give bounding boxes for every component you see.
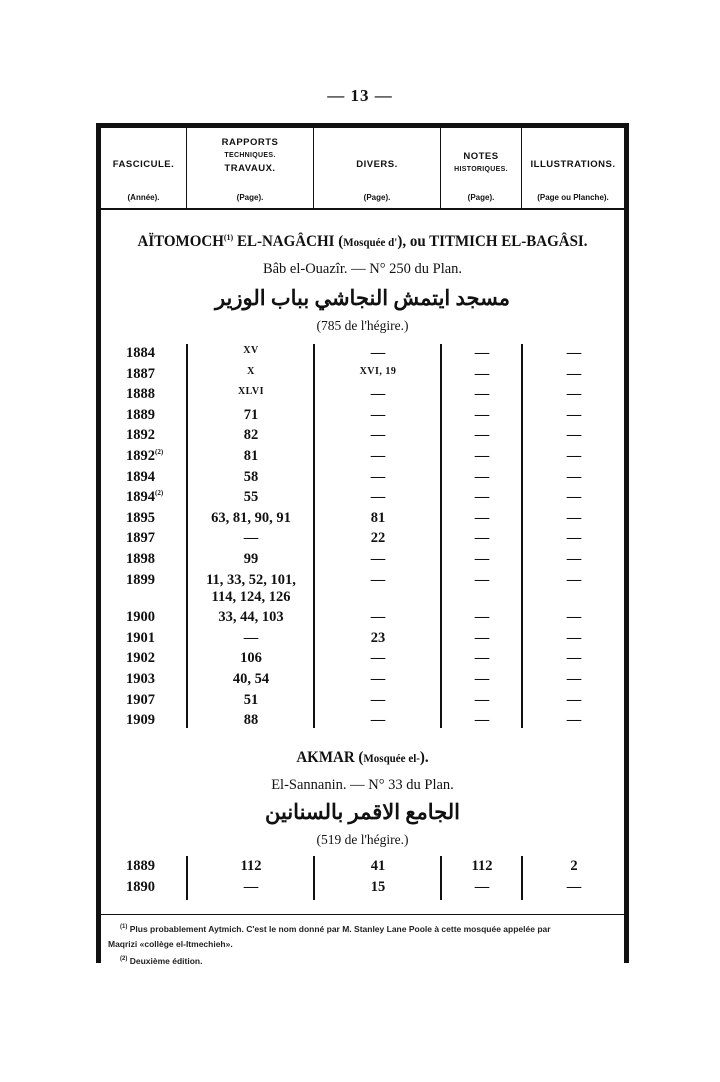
arabic-title: الجامع الاقمر بالسنانين — [265, 800, 460, 824]
title-text: ), ou TITMICH EL-BAGÂSI. — [397, 233, 588, 251]
rapports-value: 40, 54 — [232, 671, 270, 687]
divers-value: — — [370, 448, 386, 464]
rapports-value: 63, 81, 90, 91 — [211, 509, 291, 526]
notes-value: — — [474, 427, 490, 444]
year-cell — [126, 366, 186, 383]
illustrations-value: — — [566, 468, 582, 485]
year-cell — [126, 448, 186, 465]
rapports-value: 81 — [243, 448, 259, 464]
illustrations-cell — [524, 551, 624, 568]
table-frame-top — [96, 123, 629, 128]
table-row — [0, 469, 720, 489]
header-rapports-line2: TECHNIQUES. — [224, 152, 276, 159]
year-value: 1887 — [126, 365, 155, 382]
divers-cell — [316, 427, 440, 444]
footnote-text: Deuxième édition. — [129, 955, 203, 966]
section-title — [101, 750, 624, 768]
divers-value: 23 — [370, 629, 386, 646]
notes-value: — — [474, 406, 490, 423]
divers-value: 22 — [370, 530, 386, 547]
illustrations-cell — [524, 712, 624, 729]
hegire-date: (785 de l'hégire.) — [316, 318, 409, 333]
table-row — [0, 530, 720, 550]
rapports-cell — [190, 671, 312, 688]
year-cell — [126, 489, 186, 506]
header-illustrations-unit: (Page ou Planche). — [537, 193, 609, 202]
header-notes — [441, 130, 521, 206]
rapports-value: 71 — [243, 406, 259, 423]
illustrations-cell — [524, 609, 624, 626]
notes-cell — [444, 366, 520, 383]
illustrations-value: — — [566, 650, 582, 667]
illustrations-value: — — [566, 345, 582, 361]
rapports-cell — [190, 510, 312, 527]
divers-value: — — [370, 345, 386, 361]
divers-cell — [316, 469, 440, 486]
divers-cell — [316, 366, 440, 377]
notes-value: — — [474, 448, 490, 464]
notes-value: — — [474, 530, 490, 547]
divers-cell — [316, 448, 440, 465]
divers-cell — [316, 345, 440, 362]
year-cell — [126, 692, 186, 709]
year-value: 1899 — [126, 571, 155, 588]
header-divers-unit: (Page). — [363, 193, 391, 202]
header-notes-line1: NOTES — [463, 151, 499, 162]
illustrations-cell — [524, 650, 624, 667]
rapports-cell — [190, 692, 312, 709]
page-number: — 13 — — [327, 86, 393, 105]
rapports-cell — [190, 407, 312, 424]
divers-cell — [316, 671, 440, 688]
notes-cell — [444, 530, 520, 547]
header-illustrations — [522, 130, 624, 206]
rapports-cell — [190, 879, 312, 896]
table-row — [0, 345, 720, 365]
illustrations-value: — — [566, 671, 582, 687]
illustrations-cell — [524, 572, 624, 589]
header-rapports-line1: RAPPORTS — [221, 137, 279, 148]
year-value: 1895 — [126, 509, 155, 526]
notes-value: — — [474, 629, 490, 646]
notes-cell — [444, 630, 520, 647]
divers-value: — — [370, 427, 386, 444]
monument-type: Mosquée d' — [343, 236, 398, 250]
divers-cell — [316, 879, 440, 896]
header-fascicule-unit: (Année). — [127, 193, 160, 202]
notes-cell — [444, 551, 520, 568]
divers-value: — — [370, 609, 386, 626]
year-value: 1903 — [126, 671, 155, 687]
year-cell — [126, 858, 186, 875]
rapports-value: 114, 124, 126 — [211, 588, 291, 605]
divers-cell — [316, 858, 440, 875]
year-cell — [126, 345, 186, 362]
illustrations-value: — — [566, 571, 582, 588]
table-row — [0, 692, 720, 712]
table-row — [0, 630, 720, 650]
divers-value: — — [370, 551, 386, 567]
year-value: 1909 — [126, 712, 155, 729]
header-fascicule-title: FASCICULE. — [112, 159, 175, 170]
rapports-value: 55 — [243, 489, 259, 506]
notes-cell — [444, 345, 520, 362]
header-divers-title: DIVERS. — [356, 159, 398, 170]
notes-cell — [444, 609, 520, 626]
section-title — [101, 233, 624, 252]
rapports-cell — [190, 858, 312, 875]
notes-cell — [444, 489, 520, 506]
illustrations-value: — — [566, 406, 582, 423]
illustrations-value: — — [566, 509, 582, 526]
rapports-value: X — [247, 365, 255, 377]
illustrations-value: — — [566, 609, 582, 626]
table-row — [0, 609, 720, 629]
year-cell — [126, 407, 186, 424]
notes-value: — — [474, 489, 490, 506]
illustrations-cell — [524, 630, 624, 647]
notes-value: — — [474, 386, 490, 403]
divers-cell — [316, 572, 440, 589]
table-row — [0, 671, 720, 691]
year-value: 1898 — [126, 551, 155, 567]
header-notes-line2: HISTORIQUES. — [454, 166, 508, 173]
divers-value: XVI, 19 — [359, 365, 397, 377]
notes-value: — — [474, 345, 490, 361]
year-cell — [126, 427, 186, 444]
year-value: 1897 — [126, 530, 155, 547]
notes-value: — — [474, 571, 490, 588]
illustrations-cell — [524, 407, 624, 424]
divers-cell — [316, 530, 440, 547]
divers-value: — — [370, 406, 386, 423]
illustrations-value: — — [566, 691, 582, 708]
notes-cell — [444, 427, 520, 444]
footnote-2 — [108, 952, 620, 969]
notes-cell — [444, 386, 520, 403]
rapports-value: — — [243, 530, 259, 547]
rapports-cell — [190, 712, 312, 729]
year-cell — [126, 530, 186, 547]
divers-value: 15 — [370, 879, 386, 895]
header-divider — [96, 208, 629, 210]
rapports-cell — [190, 530, 312, 547]
illustrations-cell — [524, 386, 624, 403]
rapports-cell — [190, 366, 312, 377]
notes-cell — [444, 407, 520, 424]
notes-cell — [444, 572, 520, 589]
section-location: Bâb el-Ouazîr. — N° 250 du Plan. — [262, 261, 463, 277]
year-cell — [126, 630, 186, 647]
footnote-text: Plus probablement Aytmich. C'est le nom donné par M. Stanley Lane Poole à cette mosquée appelée par — [129, 923, 551, 934]
divers-value: — — [370, 468, 386, 485]
notes-cell — [444, 879, 520, 896]
year-cell — [126, 386, 186, 403]
rapports-value: 106 — [240, 650, 262, 667]
year-value: 1890 — [126, 879, 155, 895]
divers-cell — [316, 712, 440, 729]
year-cell — [126, 609, 186, 626]
rapports-value: — — [243, 879, 259, 895]
title-text: ). — [419, 749, 429, 767]
header-divers — [314, 130, 440, 206]
notes-cell — [444, 858, 520, 875]
year-value: 1902 — [126, 650, 155, 667]
divers-cell — [316, 489, 440, 506]
divers-value: — — [370, 650, 386, 667]
divers-cell — [316, 650, 440, 667]
title-text: ( — [358, 749, 364, 767]
year-value: 1901 — [126, 629, 155, 646]
divers-cell — [316, 630, 440, 647]
table-row — [0, 386, 720, 406]
illustrations-cell — [524, 692, 624, 709]
illustrations-cell — [524, 530, 624, 547]
illustrations-value: — — [566, 448, 582, 464]
year-cell — [126, 510, 186, 527]
notes-value: — — [474, 509, 490, 526]
rapports-cell — [190, 572, 312, 606]
divers-cell — [316, 407, 440, 424]
rapports-value: XLVI — [237, 386, 265, 398]
rapports-value: 33, 44, 103 — [218, 609, 284, 626]
notes-value: — — [474, 551, 490, 567]
notes-value: — — [474, 691, 490, 708]
table-row — [0, 366, 720, 386]
notes-cell — [444, 712, 520, 729]
divers-cell — [316, 386, 440, 403]
rapports-value: 88 — [243, 712, 259, 729]
divers-value: — — [370, 386, 386, 403]
notes-cell — [444, 510, 520, 527]
rapports-cell — [190, 469, 312, 486]
edition-note: (2) — [155, 448, 164, 457]
illustrations-cell — [524, 858, 624, 875]
illustrations-value: — — [566, 629, 582, 646]
footnotes — [108, 920, 620, 969]
arabic-title: مسجد ايتمش النجاشي بباب الوزير — [214, 286, 511, 310]
footnote-1-cont: Maqrizi «collège el-Itmechieh». — [108, 938, 233, 949]
rapports-value: 51 — [243, 691, 259, 708]
table-row — [0, 858, 720, 878]
year-cell — [126, 712, 186, 729]
divers-value: — — [370, 489, 386, 506]
footnote-ref: (1) — [223, 232, 234, 242]
illustrations-value: — — [566, 551, 582, 567]
rapports-value: 82 — [243, 427, 259, 444]
divers-cell — [316, 510, 440, 527]
header-rapports-line3: TRAVAUX. — [224, 163, 276, 174]
notes-value: — — [474, 671, 490, 687]
header-illustrations-title: ILLUSTRATIONS. — [530, 159, 616, 170]
divers-cell — [316, 551, 440, 568]
section-location: El-Sannanin. — N° 33 du Plan. — [271, 777, 454, 793]
illustrations-cell — [524, 671, 624, 688]
year-value: 1894 — [126, 468, 155, 485]
divers-value: 41 — [370, 858, 386, 874]
table-row — [0, 650, 720, 670]
illustrations-cell — [524, 345, 624, 362]
year-value: 1894 — [126, 489, 155, 506]
illustrations-cell — [524, 366, 624, 383]
divers-value: — — [370, 571, 386, 588]
header-rapports — [187, 130, 313, 206]
rapports-value: 11, 33, 52, 101, — [206, 571, 296, 588]
year-value: 1892 — [126, 448, 155, 464]
table-row — [0, 448, 720, 468]
illustrations-value: — — [566, 530, 582, 547]
notes-value: — — [474, 468, 490, 485]
table-row — [0, 489, 720, 509]
rapports-value: — — [243, 629, 259, 646]
illustrations-cell — [524, 448, 624, 465]
year-cell — [126, 650, 186, 667]
year-cell — [126, 572, 186, 589]
notes-cell — [444, 692, 520, 709]
illustrations-cell — [524, 510, 624, 527]
title-text: EL-NAGÂCHI ( — [236, 233, 344, 251]
divers-value: 81 — [370, 509, 386, 526]
table-row — [0, 407, 720, 427]
year-cell — [126, 879, 186, 896]
illustrations-cell — [524, 489, 624, 506]
table-row — [0, 879, 720, 899]
divers-cell — [316, 609, 440, 626]
illustrations-value: — — [566, 712, 582, 729]
footnote-mark: (2) — [120, 955, 128, 962]
illustrations-value: — — [566, 386, 582, 403]
rapports-value: 58 — [243, 468, 259, 485]
monument-type: Mosquée el- — [363, 752, 420, 766]
rapports-cell — [190, 448, 312, 465]
year-value: 1889 — [126, 406, 155, 423]
rapports-cell — [190, 630, 312, 647]
table-row — [0, 427, 720, 447]
year-cell — [126, 551, 186, 568]
rapports-cell — [190, 386, 312, 397]
monument-name: AÏTOMOCH — [137, 233, 224, 251]
table-row — [0, 551, 720, 571]
rapports-cell — [190, 551, 312, 568]
edition-note: (2) — [155, 489, 164, 498]
hegire-date: (519 de l'hégire.) — [316, 832, 409, 847]
notes-cell — [444, 671, 520, 688]
illustrations-cell — [524, 427, 624, 444]
year-value: 1907 — [126, 691, 155, 708]
notes-value: 112 — [471, 858, 493, 874]
notes-value: — — [474, 609, 490, 626]
divers-cell — [316, 692, 440, 709]
year-value: 1892 — [126, 427, 155, 444]
year-cell — [126, 671, 186, 688]
table-row — [0, 510, 720, 530]
rapports-value: 112 — [240, 858, 262, 874]
notes-cell — [444, 650, 520, 667]
illustrations-value: — — [566, 879, 582, 895]
header-fascicule — [101, 130, 186, 206]
year-value: 1900 — [126, 609, 155, 626]
year-value: 1889 — [126, 858, 155, 874]
year-value: 1888 — [126, 386, 155, 403]
illustrations-value: — — [566, 427, 582, 444]
footnote-mark: (1) — [120, 924, 128, 930]
notes-cell — [444, 448, 520, 465]
notes-value: — — [474, 712, 490, 729]
footnote-1 — [108, 920, 620, 937]
rapports-value: 99 — [243, 551, 259, 567]
notes-value: — — [474, 365, 490, 382]
footnote-divider — [101, 914, 624, 915]
year-cell — [126, 469, 186, 486]
rapports-cell — [190, 650, 312, 667]
rapports-cell — [190, 345, 312, 356]
year-value: 1884 — [126, 345, 155, 361]
rapports-cell — [190, 609, 312, 626]
notes-cell — [444, 469, 520, 486]
illustrations-cell — [524, 469, 624, 486]
illustrations-cell — [524, 879, 624, 896]
notes-value: — — [474, 879, 490, 895]
divers-value: — — [370, 691, 386, 708]
divers-value: — — [370, 671, 386, 687]
header-rapports-unit: (Page). — [236, 193, 264, 202]
notes-value: — — [474, 650, 490, 667]
illustrations-value: — — [566, 365, 582, 382]
illustrations-value: — — [566, 489, 582, 506]
rapports-cell — [190, 489, 312, 506]
divers-value: — — [370, 712, 386, 729]
illustrations-value: 2 — [570, 858, 578, 874]
rapports-value: XV — [243, 345, 259, 356]
table-row — [0, 571, 720, 605]
table-row — [0, 712, 720, 732]
rapports-cell — [190, 427, 312, 444]
monument-name: AKMAR — [296, 749, 355, 767]
header-notes-unit: (Page). — [467, 193, 495, 202]
